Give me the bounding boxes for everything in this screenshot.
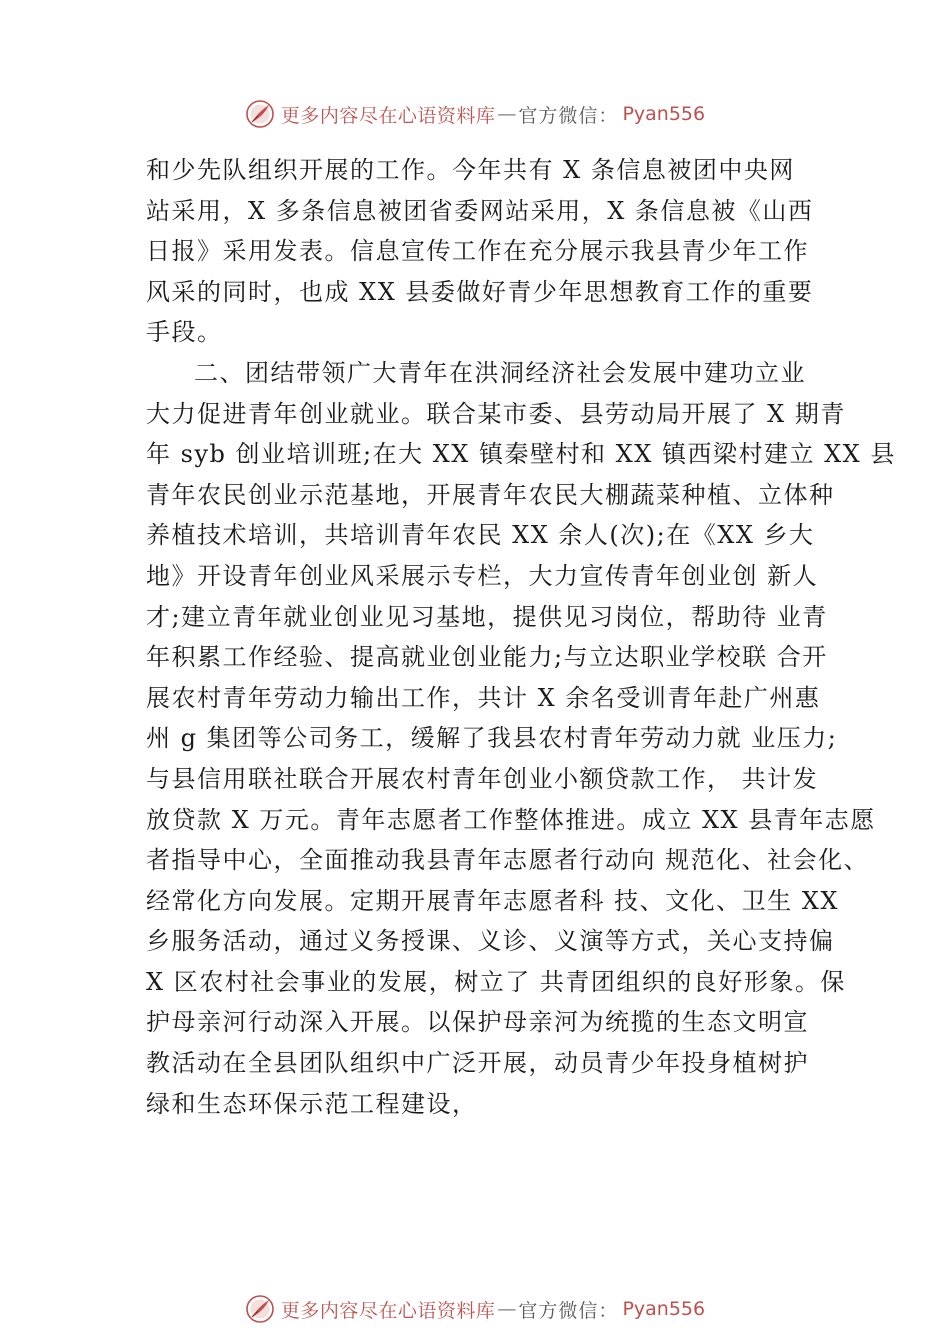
- text-line: 养植技术培训，共培训青年农民 XX 余人(次);在《XX 乡大: [146, 521, 815, 550]
- header-banner: [0, 94, 950, 134]
- text-line: 绿和生态环保示范工程建设，: [146, 1089, 478, 1118]
- quill-logo-icon: [245, 99, 275, 129]
- text-line: 站采用，X 多条信息被团省委网站采用，X 条信息被《山西: [146, 196, 814, 225]
- text-line: 护母亲河行动深入开展。以保护母亲河为统揽的生态文明宣: [146, 1008, 809, 1037]
- document-body: [146, 150, 896, 1124]
- text-line: 手段。: [146, 318, 223, 347]
- text-line: 日报》采用发表。信息宣传工作在充分展示我县青少年工作: [146, 237, 809, 266]
- text-line: 乡服务活动，通过义务授课、义诊、义演等方式，关心支持偏: [146, 927, 835, 956]
- text-line: 与县信用联社联合开展农村青年创业小额贷款工作， 共计发: [146, 764, 819, 793]
- quill-logo-icon: [245, 1294, 275, 1324]
- banner-wechat-id: Pyan556: [622, 1298, 706, 1320]
- banner-brand-text: 更多内容尽在心语资料库: [280, 1299, 496, 1322]
- text-line: 州 g 集团等公司务工，缓解了我县农村青年劳动力就 业压力;: [146, 724, 838, 753]
- text-line: 和少先队组织开展的工作。今年共有 X 条信息被团中央网: [146, 156, 795, 184]
- banner-separator: —: [497, 103, 517, 125]
- text-line: 者指导中心，全面推动我县青年志愿者行动向 规范化、社会化、: [146, 846, 870, 875]
- text-line: 青年农民创业示范基地，开展青年农民大棚蔬菜种植、立体种: [146, 480, 835, 509]
- text-line: 风采的同时，也成 XX 县委做好青少年思想教育工作的重要: [146, 277, 814, 306]
- text-line: 年 syb 创业培训班;在大 XX 镇秦壁村和 XX 镇西梁村建立 XX 县: [146, 440, 896, 469]
- text-line: 年积累工作经验、提高就业创业能力;与立达职业学校联 合开: [146, 643, 828, 672]
- banner-separator: —: [497, 1298, 517, 1320]
- text-line: 才;建立青年就业创业见习基地，提供见习岗位，帮助待 业青: [146, 602, 828, 631]
- text-line: 放贷款 X 万元。青年志愿者工作整体推进。成立 XX 县青年志愿: [146, 805, 876, 834]
- text-line: 地》开设青年创业风采展示专栏，大力宣传青年创业创 新人: [146, 561, 819, 590]
- text-line: 大力促进青年创业就业。联合某市委、县劳动局开展了 X 期青: [146, 399, 846, 428]
- text-line: X 区农村社会事业的发展，树立了 共青团组织的良好形象。保: [146, 967, 846, 996]
- section-heading: 二、团结带领广大青年在洪洞经济社会发展中建功立业: [194, 358, 806, 387]
- banner-wechat-label: 官方微信：: [518, 104, 619, 127]
- text-line: 经常化方向发展。定期开展青年志愿者科 技、文化、卫生 XX: [146, 886, 839, 915]
- text-line: 展农村青年劳动力输出工作，共计 X 余名受训青年赴广州惠: [146, 683, 821, 712]
- banner-wechat-label: 官方微信：: [518, 1299, 619, 1322]
- banner-wechat-id: Pyan556: [622, 103, 706, 125]
- text-line: 教活动在全县团队组织中广泛开展，动员青少年投身植树护: [146, 1049, 809, 1078]
- footer-banner: [0, 1289, 950, 1329]
- banner-brand-text: 更多内容尽在心语资料库: [280, 104, 496, 127]
